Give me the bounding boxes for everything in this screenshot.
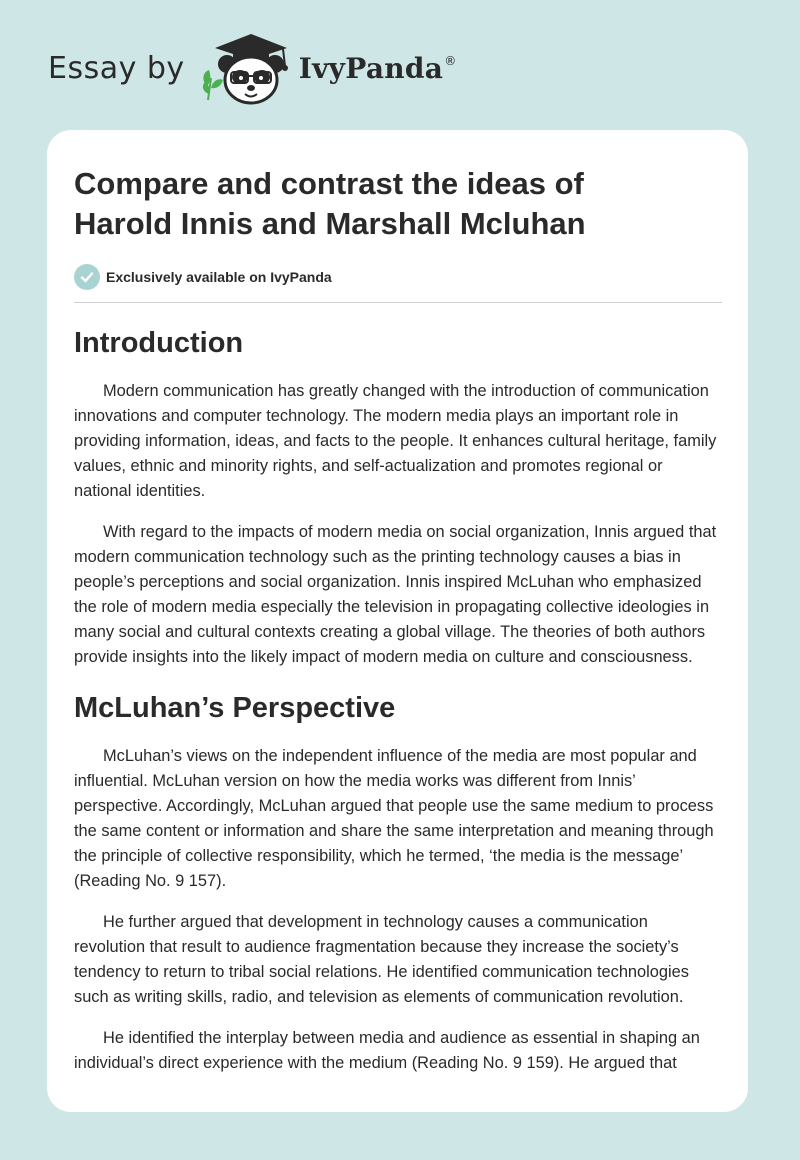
paragraph: With regard to the impacts of modern media on social organization, Innis argued that modern communication technology such as the printing technology causes a bias in people’s perceptions and social organization. Innis inspired McLuhan who emphasized the role of modern media especially the television in propagating collective ideologies in many social and cultural contexts creating a global village. The theories of both authors provide insights into the likely impact of modern media on culture and consciousness. xyxy=(74,523,717,666)
paragraph: Modern communication has greatly changed with the introduction of communication innovations and computer technology. The modern media plays an important role in providing information, ideas, and facts to the people. It enhances cultural heritage, family values, ethnic and minority rights, and self-actualization and promotes regional or national identities. xyxy=(74,382,717,500)
title-divider xyxy=(74,302,722,303)
essay-content xyxy=(74,164,722,1092)
essay-title-line: Compare and contrast the ideas of xyxy=(74,166,584,201)
essay-card xyxy=(47,130,748,1112)
essay-title-line: Harold Innis and Marshall Mcluhan xyxy=(74,206,586,241)
exclusive-badge xyxy=(74,264,722,290)
section-heading: Introduction xyxy=(74,327,244,359)
leaf-icon xyxy=(203,70,223,100)
section-heading: McLuhan’s Perspective xyxy=(74,692,396,724)
paragraph: He further argued that development in technology causes a communication revolution that result to audience fragmentation because they increase the society’s tendency to return to tribal social relations. He identified communication technologies such as writing skills, radio, and television as elements of communication revolution. xyxy=(74,913,689,1006)
registered-mark: ® xyxy=(444,54,457,68)
paragraph: McLuhan’s views on the independent influence of the media are most popular and influential. McLuhan version on how the media works was different from Innis’ perspective. Accordingly, McLuhan argued that people use the same medium to process the same content or information and share the same interpretation and meaning through the principle of collective responsibility, which he termed, ‘the media is the message’ (Reading No. 9 157). xyxy=(74,747,714,890)
brand-name: IvyPanda xyxy=(298,51,444,85)
essay-by-label: Essay by xyxy=(48,50,185,86)
panda-logo-icon[interactable] xyxy=(199,28,295,108)
check-icon xyxy=(74,264,100,290)
section-introduction xyxy=(74,325,722,670)
exclusive-badge-label: Exclusively available on IvyPanda xyxy=(106,269,332,285)
section-mcluhan-perspective xyxy=(74,690,722,1076)
essay-title xyxy=(74,164,722,244)
site-header xyxy=(48,28,456,108)
paragraph: He identified the interplay between media and audience as essential in shaping an individual’s direct experience with the medium (Reading No. 9 159). He argued that xyxy=(74,1029,700,1072)
